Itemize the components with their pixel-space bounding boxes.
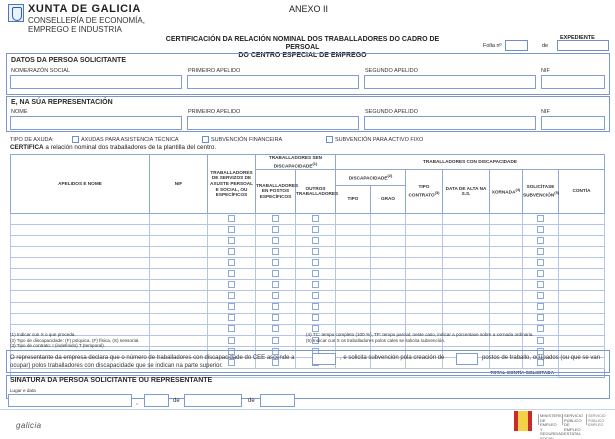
table-cell[interactable]: [256, 335, 296, 346]
table-cell[interactable]: [11, 313, 150, 324]
table-cell[interactable]: [150, 213, 208, 224]
table-cell[interactable]: [523, 280, 559, 291]
total-label: TOTAL CONTÍA SOLICITADA: [11, 369, 559, 378]
table-cell[interactable]: [490, 213, 523, 224]
sheet-number-field[interactable]: [505, 40, 528, 51]
table-row: [11, 269, 605, 280]
signature-heading: SINATURA DA PERSOA SOLICITANTE OU REPRESENTANTE: [10, 377, 213, 384]
footer-divider: [0, 409, 615, 410]
table-cell[interactable]: [406, 224, 443, 235]
table-cell[interactable]: [523, 258, 559, 269]
expedient-field[interactable]: [557, 40, 609, 51]
table-cell[interactable]: [523, 313, 559, 324]
table-cell[interactable]: [296, 247, 336, 258]
applicant-nif-input[interactable]: [541, 75, 605, 89]
applicant-name-input[interactable]: [10, 75, 182, 89]
table-cell[interactable]: [523, 269, 559, 280]
table-cell[interactable]: [559, 235, 605, 246]
table-cell[interactable]: [150, 258, 208, 269]
column-contract: TIPO CONTRATO$^{(3)}$: [406, 169, 443, 213]
applicant-second-surname-input[interactable]: [364, 75, 536, 89]
table-cell[interactable]: [523, 291, 559, 302]
group-disability: DISCAPACIDADE$^{(2)}$: [336, 169, 406, 185]
table-cell[interactable]: [208, 235, 256, 246]
table-cell[interactable]: [11, 269, 150, 280]
column-hours: XORNADA$^{(4)}$: [490, 169, 523, 213]
table-cell[interactable]: [371, 213, 406, 224]
ministry-logo: MINISTERIO DE EMPLEO Y SEGURIDAD SOCIAL: [540, 413, 564, 439]
table-row: [11, 224, 605, 235]
table-row: [11, 313, 605, 324]
table-cell[interactable]: [11, 291, 150, 302]
column-specific-posts: TRABALLADORES EN POSTOS ESPECÍFICOS: [256, 169, 296, 213]
aid-type-label: TIPO DE AXUDA:: [10, 137, 54, 143]
public-service-logo: SERVICIO PÚBLICO EMPLEO: [588, 414, 606, 428]
row-checkbox[interactable]: [272, 337, 279, 344]
month-field[interactable]: [184, 394, 242, 407]
table-cell[interactable]: [208, 313, 256, 324]
table-cell[interactable]: [256, 258, 296, 269]
table-cell[interactable]: [490, 258, 523, 269]
row-checkbox[interactable]: [228, 215, 235, 222]
row-checkbox[interactable]: [228, 270, 235, 277]
table-cell[interactable]: [150, 269, 208, 280]
table-cell[interactable]: [490, 224, 523, 235]
row-checkbox[interactable]: [537, 226, 544, 233]
place-date-label: Lugar e data: [10, 388, 36, 393]
aid-technical-label: AXUDAS PARA ASISTENCIA TÉCNICA: [81, 137, 179, 143]
column-nif: NIF: [150, 155, 208, 214]
table-cell[interactable]: [208, 335, 256, 346]
table-cell[interactable]: [371, 302, 406, 313]
table-cell[interactable]: [523, 235, 559, 246]
table-cell[interactable]: [256, 324, 296, 335]
disabled-workers-count-field[interactable]: [312, 353, 336, 365]
table-cell[interactable]: [150, 324, 208, 335]
representative-first-surname-label: PRIMEIRO APELIDO: [188, 109, 241, 115]
table-cell[interactable]: [371, 258, 406, 269]
table-cell[interactable]: [523, 247, 559, 258]
declaration-part2: , e solicita subvención pola creación de: [340, 355, 445, 361]
row-checkbox[interactable]: [272, 226, 279, 233]
table-cell[interactable]: [208, 224, 256, 235]
representative-second-surname-input[interactable]: [364, 116, 536, 130]
aid-financial-label: SUBVENCIÓN FINANCEIRA: [211, 137, 283, 143]
applicant-first-surname-label: PRIMEIRO APELIDO: [188, 68, 241, 74]
table-cell[interactable]: [559, 280, 605, 291]
table-row: [11, 247, 605, 258]
aid-fixed-asset-label: SUBVENCIÓN PARA ACTIVO FIXO: [335, 137, 424, 143]
table-cell[interactable]: [208, 291, 256, 302]
row-checkbox[interactable]: [312, 215, 319, 222]
table-cell[interactable]: [371, 247, 406, 258]
table-cell[interactable]: [443, 302, 490, 313]
table-cell[interactable]: [150, 280, 208, 291]
sheet-of-label: de: [542, 43, 549, 49]
row-checkbox[interactable]: [537, 215, 544, 222]
xunta-logo-icon: [8, 4, 24, 22]
table-cell[interactable]: [11, 302, 150, 313]
table-row: [11, 280, 605, 291]
table-cell[interactable]: [559, 291, 605, 302]
table-cell[interactable]: [208, 213, 256, 224]
row-checkbox[interactable]: [312, 248, 319, 255]
table-cell[interactable]: [406, 258, 443, 269]
table-cell[interactable]: [150, 313, 208, 324]
aid-fixed-asset-checkbox[interactable]: [326, 136, 333, 143]
row-checkbox[interactable]: [272, 248, 279, 255]
certification-text: CERTIFICA a relación nominal dos traballadores de la plantilla del centro.: [10, 144, 217, 151]
row-checkbox[interactable]: [228, 248, 235, 255]
table-cell[interactable]: [150, 235, 208, 246]
row-checkbox[interactable]: [272, 215, 279, 222]
table-cell[interactable]: [443, 313, 490, 324]
row-checkbox[interactable]: [228, 237, 235, 244]
column-other-workers: OUTROS TRABALLADORES: [296, 169, 336, 213]
table-cell[interactable]: [559, 258, 605, 269]
row-checkbox[interactable]: [312, 259, 319, 266]
row-checkbox[interactable]: [272, 303, 279, 310]
group-with-disability: TRABALLADORES CON DISCAPACIDADE: [336, 155, 605, 170]
footer-brand: galicia: [16, 421, 42, 430]
table-cell[interactable]: [296, 291, 336, 302]
table-cell[interactable]: [296, 258, 336, 269]
column-support-staff: TRABALLADORES DE SERVIZOS DE AXUSTE PERSOAL E SOCIAL, OU ESPECÍFICOS: [208, 155, 256, 214]
table-cell[interactable]: [256, 213, 296, 224]
row-checkbox[interactable]: [537, 281, 544, 288]
declaration-part3: postos de traballo, ocupados (ou que se van: [482, 355, 601, 361]
table-cell[interactable]: [443, 258, 490, 269]
column-disability-degree: GRAO: [371, 185, 406, 213]
row-checkbox[interactable]: [537, 259, 544, 266]
table-cell[interactable]: [256, 235, 296, 246]
applicant-first-surname-input[interactable]: [187, 75, 359, 89]
row-checkbox[interactable]: [272, 270, 279, 277]
row-checkbox[interactable]: [272, 281, 279, 288]
table-cell[interactable]: [256, 280, 296, 291]
table-cell[interactable]: [490, 302, 523, 313]
de-label-2: de: [248, 398, 255, 404]
row-checkbox[interactable]: [537, 292, 544, 299]
representative-second-surname-label: SEGUNDO APELIDO: [365, 109, 418, 115]
table-cell[interactable]: [443, 280, 490, 291]
row-checkbox[interactable]: [228, 325, 235, 332]
table-cell[interactable]: [336, 213, 371, 224]
table-cell[interactable]: [296, 280, 336, 291]
table-cell[interactable]: [296, 235, 336, 246]
table-cell[interactable]: [443, 213, 490, 224]
table-cell[interactable]: [559, 302, 605, 313]
representative-heading: E, NA SÚA REPRESENTACIÓN: [11, 99, 113, 106]
brand-title: XUNTA DE GALICIA: [28, 3, 141, 15]
footnotes-left: (1) Indicar cun X o que proceda. (2) Tipo de discapacidade: (F) psíquica, (F) física, (S) sensorial. (3) Tipo de contrato: I (indefinido) T (temporal).: [10, 332, 140, 349]
table-cell[interactable]: [443, 291, 490, 302]
table-cell[interactable]: [11, 224, 150, 235]
column-amount: CONTÍA: [559, 169, 605, 213]
table-cell[interactable]: [559, 224, 605, 235]
aid-technical-checkbox[interactable]: [72, 136, 79, 143]
table-cell[interactable]: [256, 224, 296, 235]
table-cell[interactable]: [11, 280, 150, 291]
table-cell[interactable]: [208, 302, 256, 313]
table-cell[interactable]: [256, 302, 296, 313]
aid-financial-checkbox[interactable]: [202, 136, 209, 143]
table-cell[interactable]: [371, 291, 406, 302]
table-row: [11, 291, 605, 302]
table-cell[interactable]: [11, 247, 150, 258]
expedient-label: EXPEDIENTE: [560, 35, 595, 41]
row-checkbox[interactable]: [312, 314, 319, 321]
table-cell[interactable]: [443, 247, 490, 258]
row-checkbox[interactable]: [228, 303, 235, 310]
table-cell[interactable]: [490, 235, 523, 246]
table-cell[interactable]: [208, 258, 256, 269]
table-cell[interactable]: [336, 258, 371, 269]
table-cell[interactable]: [490, 269, 523, 280]
table-cell[interactable]: [150, 224, 208, 235]
table-cell[interactable]: [208, 269, 256, 280]
column-request-subsidy: SOLICÍTASE SUBVENCIÓN$^{(5)}$: [523, 169, 559, 213]
representative-name-input[interactable]: [10, 116, 182, 130]
table-cell[interactable]: [150, 335, 208, 346]
row-checkbox[interactable]: [537, 237, 544, 244]
table-cell[interactable]: [523, 302, 559, 313]
row-checkbox[interactable]: [228, 314, 235, 321]
table-cell[interactable]: [336, 224, 371, 235]
row-checkbox[interactable]: [272, 259, 279, 266]
table-row: [11, 213, 605, 224]
table-cell[interactable]: [490, 247, 523, 258]
table-cell[interactable]: [296, 213, 336, 224]
table-cell[interactable]: [371, 235, 406, 246]
place-field[interactable]: [8, 394, 132, 407]
representative-nif-input[interactable]: [541, 116, 605, 130]
table-cell[interactable]: [406, 291, 443, 302]
table-row: [11, 235, 605, 246]
declaration-part1: O representante da empresa declara que o número de traballadores con discapacidade do CEE ascende a: [10, 355, 295, 361]
table-cell[interactable]: [443, 235, 490, 246]
column-name: APELIDOS E NOME: [11, 155, 150, 214]
row-checkbox[interactable]: [228, 337, 235, 344]
table-cell[interactable]: [336, 291, 371, 302]
row-checkbox[interactable]: [228, 281, 235, 288]
de-label-1: de: [173, 398, 180, 404]
row-checkbox[interactable]: [228, 226, 235, 233]
table-cell[interactable]: [256, 269, 296, 280]
table-cell[interactable]: [256, 313, 296, 324]
table-cell[interactable]: [443, 269, 490, 280]
table-cell[interactable]: [443, 224, 490, 235]
new-posts-count-field[interactable]: [456, 353, 478, 365]
table-cell[interactable]: [523, 213, 559, 224]
department-name: CONSELLERÍA DE ECONOMÍA, EMPREGO E INDUSTRIA: [28, 16, 145, 34]
table-cell[interactable]: [150, 291, 208, 302]
representative-name-label: NOME: [11, 109, 28, 115]
table-cell[interactable]: [559, 269, 605, 280]
representative-first-surname-input[interactable]: [187, 116, 359, 130]
footnotes-right: (4) TC: tempo completo (100 %), TP: tempo parcial; neste caso, indicar a porcentaxe sobre a xornada ordinaria. (5) Indicar cun X os traballadores polos cales se solicita subvención.: [306, 332, 534, 343]
sheet-label: Folla nº: [483, 43, 502, 49]
declaration-line2: ocupar) polos traballadores con discapacidade que se indican na parte superior.: [10, 363, 223, 369]
row-checkbox[interactable]: [312, 270, 319, 277]
row-checkbox[interactable]: [312, 237, 319, 244]
column-disability-type: TIPO: [336, 185, 371, 213]
row-checkbox[interactable]: [228, 259, 235, 266]
table-row: [11, 258, 605, 269]
row-checkbox[interactable]: [272, 292, 279, 299]
employment-service-logo: SERVICIO PÚBLICO DE EMPLEO ESTATAL: [564, 413, 584, 437]
row-checkbox[interactable]: [272, 325, 279, 332]
table-cell[interactable]: [208, 324, 256, 335]
row-checkbox[interactable]: [537, 303, 544, 310]
table-cell[interactable]: [406, 313, 443, 324]
table-cell[interactable]: [296, 224, 336, 235]
table-cell[interactable]: [371, 280, 406, 291]
table-cell[interactable]: [256, 291, 296, 302]
table-cell[interactable]: [296, 269, 336, 280]
table-cell[interactable]: [490, 291, 523, 302]
table-cell[interactable]: [406, 280, 443, 291]
row-checkbox[interactable]: [312, 226, 319, 233]
table-cell[interactable]: [490, 313, 523, 324]
table-cell[interactable]: [371, 269, 406, 280]
table-row: [11, 302, 605, 313]
row-checkbox[interactable]: [312, 303, 319, 310]
table-cell[interactable]: [150, 302, 208, 313]
row-checkbox[interactable]: [537, 248, 544, 255]
table-cell[interactable]: [336, 280, 371, 291]
table-cell[interactable]: [11, 258, 150, 269]
annex-label: ANEXO II: [289, 4, 329, 14]
row-checkbox[interactable]: [312, 292, 319, 299]
row-checkbox[interactable]: [537, 270, 544, 277]
table-cell[interactable]: [490, 280, 523, 291]
table-cell[interactable]: [336, 235, 371, 246]
table-cell[interactable]: [371, 313, 406, 324]
table-cell[interactable]: [208, 247, 256, 258]
row-checkbox[interactable]: [228, 292, 235, 299]
table-cell[interactable]: [336, 269, 371, 280]
table-cell[interactable]: [150, 247, 208, 258]
table-cell[interactable]: [523, 224, 559, 235]
table-cell[interactable]: [256, 247, 296, 258]
table-cell[interactable]: [559, 213, 605, 224]
table-cell[interactable]: [406, 247, 443, 258]
row-checkbox[interactable]: [272, 314, 279, 321]
table-cell[interactable]: [336, 302, 371, 313]
table-cell[interactable]: [559, 313, 605, 324]
row-checkbox[interactable]: [537, 314, 544, 321]
table-cell[interactable]: [336, 313, 371, 324]
table-cell[interactable]: [406, 235, 443, 246]
group-without-disability: TRABALLADORES SEN DISCAPACIDADE$^{(1)}$: [256, 155, 336, 170]
comma-separator: ,: [136, 399, 138, 406]
table-cell[interactable]: [336, 247, 371, 258]
table-cell[interactable]: [559, 247, 605, 258]
representative-nif-label: NIF: [541, 109, 550, 115]
row-checkbox[interactable]: [272, 237, 279, 244]
applicant-heading: DATOS DA PERSOA SOLICITANTE: [11, 57, 126, 64]
applicant-name-label: NOME/RAZÓN SOCIAL: [11, 68, 70, 74]
spain-coat-of-arms-icon: [514, 411, 532, 431]
table-cell[interactable]: [406, 302, 443, 313]
row-checkbox[interactable]: [312, 281, 319, 288]
table-cell[interactable]: [11, 235, 150, 246]
year-field[interactable]: [260, 394, 295, 407]
table-cell[interactable]: [406, 269, 443, 280]
column-registration-date: DATA DE ALTA NA S.S.: [443, 169, 490, 213]
table-cell[interactable]: [11, 213, 150, 224]
table-cell[interactable]: [296, 313, 336, 324]
table-cell[interactable]: [296, 302, 336, 313]
page-title: CERTIFICACIÓN DA RELACIÓN NOMINAL DOS TRABALLADORES DO CADRO DE PERSOAL DO CENTRO ESPECIAL DE EMPREGO: [165, 36, 440, 59]
table-cell[interactable]: [208, 280, 256, 291]
day-field[interactable]: [144, 394, 169, 407]
applicant-nif-label: NIF: [541, 68, 550, 74]
table-cell[interactable]: [371, 224, 406, 235]
applicant-second-surname-label: SEGUNDO APELIDO: [365, 68, 418, 74]
table-cell[interactable]: [406, 213, 443, 224]
